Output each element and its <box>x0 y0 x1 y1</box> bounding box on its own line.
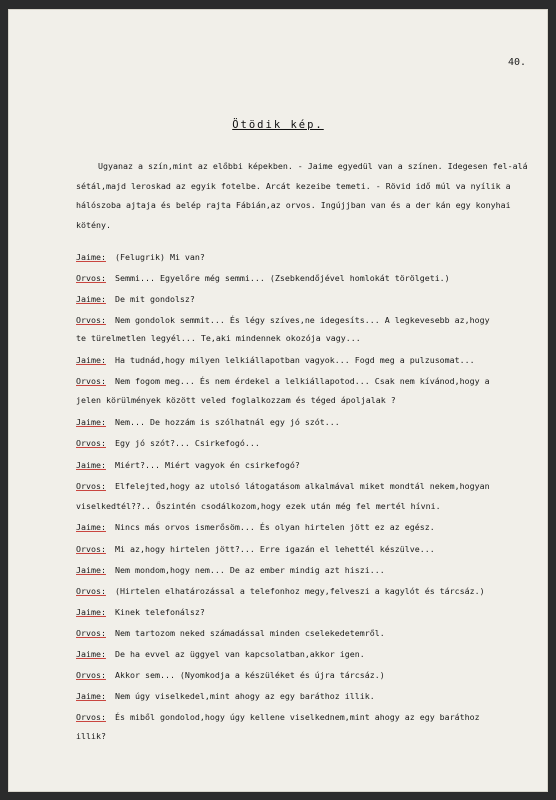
stage-directions: Ugyanaz a szín,mint az előbbi képekben. - Jaime egyedül van a színen. Idegesen fel-alá sétál,majd leroskad az egyik fotelbe. Arcát kezeibe temeti. - Rövid idő múl va nyílik a hálószoba ajtaja és belép rajta Fábián,az orvos. Ingújjban van és a der kán egy konyhai kötény. <box>76 161 528 230</box>
speech-text: Miért?... Miért vagyok én csirkefogó? <box>115 460 300 470</box>
speaker-name: Jaime: <box>76 522 106 532</box>
speech-text: Nem fogom meg... És nem érdekel a lelkiállapotod... Csak nem kívánod,hogy a <box>115 376 490 386</box>
speaker-name: Jaime: <box>76 565 106 575</box>
speech-text: Nem tartozom neked számadással minden cselekedetemről. <box>115 628 385 638</box>
speaker-name: Orvos: <box>76 376 106 386</box>
speaker-name: Jaime: <box>76 691 106 701</box>
speech-text: Elfelejted,hogy az utolsó látogatásom alkalmával miket mondtál nekem,hogyan <box>115 481 490 491</box>
speech-text: És miből gondolod,hogy úgy kellene viselkednem,mint ahogy az egy baráthoz <box>115 712 480 722</box>
dialogue-continuation: illik? <box>76 731 106 741</box>
dialogue-line <box>76 586 531 596</box>
dialogue-line <box>76 252 531 262</box>
speaker-name: Orvos: <box>76 438 106 448</box>
dialogue-continuation: jelen körülmények között veled foglalkozzam és téged ápoljalak ? <box>76 395 396 405</box>
speaker-name: Orvos: <box>76 273 106 283</box>
speaker-name: Jaime: <box>76 607 106 617</box>
typewritten-page <box>8 9 548 792</box>
speech-text: Semmi... Egyelőre még semmi... (Zsebkendőjével homlokát törölgeti.) <box>115 273 450 283</box>
dialogue-line <box>76 438 531 448</box>
speaker-name: Jaime: <box>76 294 106 304</box>
speech-text: Kinek telefonálsz? <box>115 607 205 617</box>
dialogue-continuation: viselkedtél??.. Őszintén csodálkozom,hogy ezek után még fel mertél hívni. <box>76 501 441 511</box>
dialogue-line <box>76 376 531 386</box>
speech-text: (Felugrik) Mi van? <box>115 252 205 262</box>
speaker-name: Jaime: <box>76 417 106 427</box>
speech-text: De ha evvel az üggyel van kapcsolatban,akkor igen. <box>115 649 365 659</box>
speaker-name: Jaime: <box>76 252 106 262</box>
speech-text: Mi az,hogy hirtelen jött?... Erre igazán el lehettél készülve... <box>115 544 435 554</box>
speech-text: Ha tudnád,hogy milyen lelkiállapotban vagyok... Fogd meg a pulzusomat... <box>115 355 475 365</box>
dialogue-line <box>76 670 531 680</box>
dialogue-line <box>76 544 531 554</box>
speaker-name: Jaime: <box>76 649 106 659</box>
dialogue-continuation: te türelmetlen legyél... Te,aki mindennek okozója vagy... <box>76 333 361 343</box>
dialogue-line <box>76 417 531 427</box>
dialogue-line <box>76 355 531 365</box>
speech-text: Nem gondolok semmit... És légy szíves,ne idegesíts... A legkevesebb az,hogy <box>115 315 490 325</box>
speech-text: Egy jó szót?... Csirkefogó... <box>115 438 260 448</box>
speech-text: Nincs más orvos ismerősöm... És olyan hirtelen jött ez az egész. <box>115 522 435 532</box>
speaker-name: Jaime: <box>76 460 106 470</box>
speech-text: Akkor sem... (Nyomkodja a készüléket és újra tárcsáz.) <box>115 670 385 680</box>
speech-text: Nem... De hozzám is szólhatnál egy jó szót... <box>115 417 340 427</box>
dialogue-line <box>76 460 531 470</box>
dialogue-line <box>76 294 531 304</box>
dialogue-line <box>76 628 531 638</box>
dialogue-line <box>76 273 531 283</box>
speaker-name: Orvos: <box>76 544 106 554</box>
speaker-name: Orvos: <box>76 586 106 596</box>
speaker-name: Orvos: <box>76 670 106 680</box>
dialogue-line <box>76 315 531 325</box>
speaker-name: Orvos: <box>76 628 106 638</box>
dialogue-line <box>76 691 531 701</box>
dialogue-line <box>76 712 531 722</box>
speaker-name: Orvos: <box>76 481 106 491</box>
speech-text: De mit gondolsz? <box>115 294 195 304</box>
dialogue-line <box>76 649 531 659</box>
speaker-name: Orvos: <box>76 712 106 722</box>
speech-text: Nem úgy viselkedel,mint ahogy az egy baráthoz illik. <box>115 691 375 701</box>
page-number: 40. <box>507 57 526 68</box>
dialogue-line <box>76 565 531 575</box>
speaker-name: Orvos: <box>76 315 106 325</box>
speaker-name: Jaime: <box>76 355 106 365</box>
dialogue-line <box>76 522 531 532</box>
dialogue-line <box>76 481 531 491</box>
dialogue-line <box>76 607 531 617</box>
speech-text: (Hirtelen elhatározással a telefonhoz megy,felveszi a kagylót és tárcsáz.) <box>115 586 485 596</box>
speech-text: Nem mondom,hogy nem... De az ember mindig azt hiszi... <box>115 565 385 575</box>
scene-heading: Ötödik kép. <box>232 119 324 131</box>
